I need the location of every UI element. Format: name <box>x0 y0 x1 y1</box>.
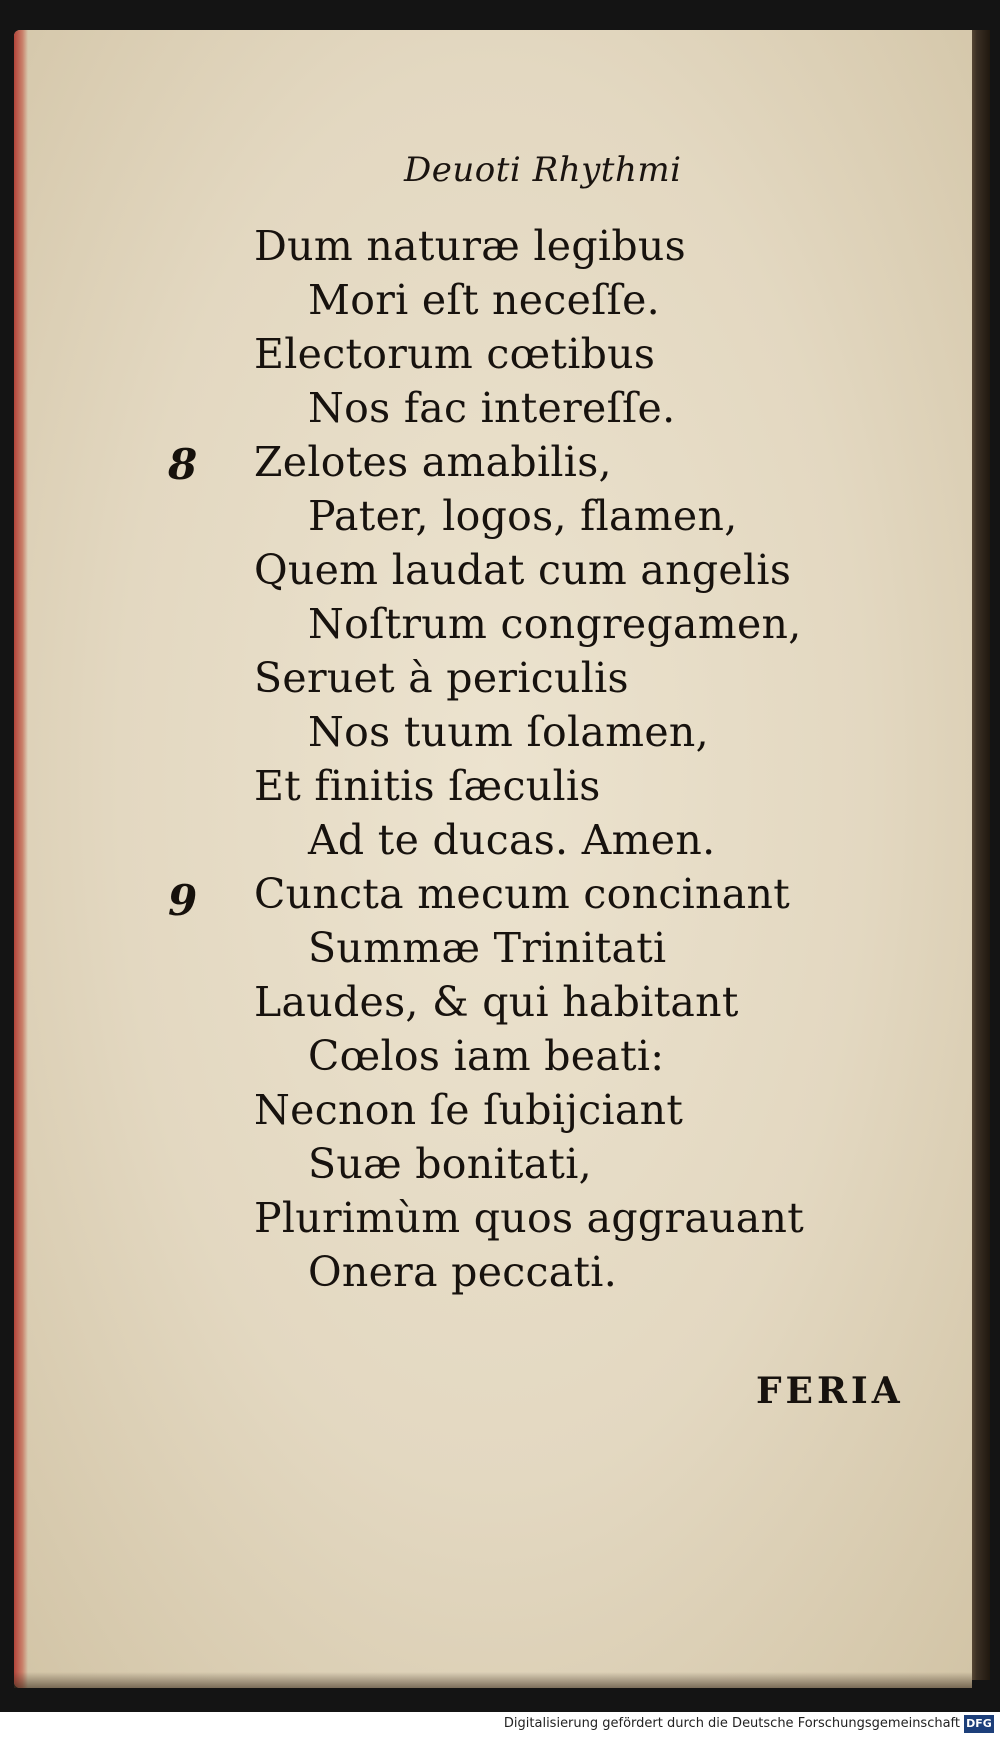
verse-line: Plurimùm quos aggrauant <box>254 1194 805 1242</box>
verse-line: Onera peccati. <box>308 1248 618 1296</box>
verse-line: Nos fac intereſſe. <box>308 384 676 432</box>
verse-line: Cœlos iam beati: <box>308 1032 665 1080</box>
verse-line: Suæ bonitati, <box>308 1140 592 1188</box>
stanza-number: 9 <box>168 876 198 925</box>
verse-line: Pater, logos, flamen, <box>308 492 738 540</box>
verse-line: Noſtrum congregamen, <box>308 600 802 648</box>
page-shadow <box>14 1672 972 1688</box>
catchword: FERIA <box>756 1370 904 1412</box>
verse-line: Necnon ſe ſubijciant <box>254 1086 684 1134</box>
dfg-logo: DFG <box>964 1715 994 1733</box>
verse-line: Seruet à periculis <box>254 654 629 702</box>
verse-line: Laudes, & qui habitant <box>254 978 739 1026</box>
verse-line: Ad te ducas. Amen. <box>308 816 716 864</box>
verse-line: Nos tuum ſolamen, <box>308 708 709 756</box>
footer-bar <box>0 1712 1000 1738</box>
verse-line: Zelotes amabilis, <box>254 438 612 486</box>
verse-line: Quem laudat cum angelis <box>254 546 792 594</box>
verse-line: Dum naturæ legibus <box>254 222 686 270</box>
verse-line: Electorum cœtibus <box>254 330 656 378</box>
verse-line: Summæ Trinitati <box>308 924 667 972</box>
running-head: Deuoti Rhythmi <box>404 150 682 190</box>
verse-line: Mori eſt neceſſe. <box>308 276 660 324</box>
page-red-edge <box>14 30 28 1688</box>
footer-credit: Digitalisierung gefördert durch die Deutsche Forschungsgemeinschaft <box>503 1716 960 1731</box>
verse-line: Cuncta mecum concinant <box>254 870 790 918</box>
stanza-number: 8 <box>168 440 198 489</box>
verse-line: Et finitis ſæculis <box>254 762 601 810</box>
